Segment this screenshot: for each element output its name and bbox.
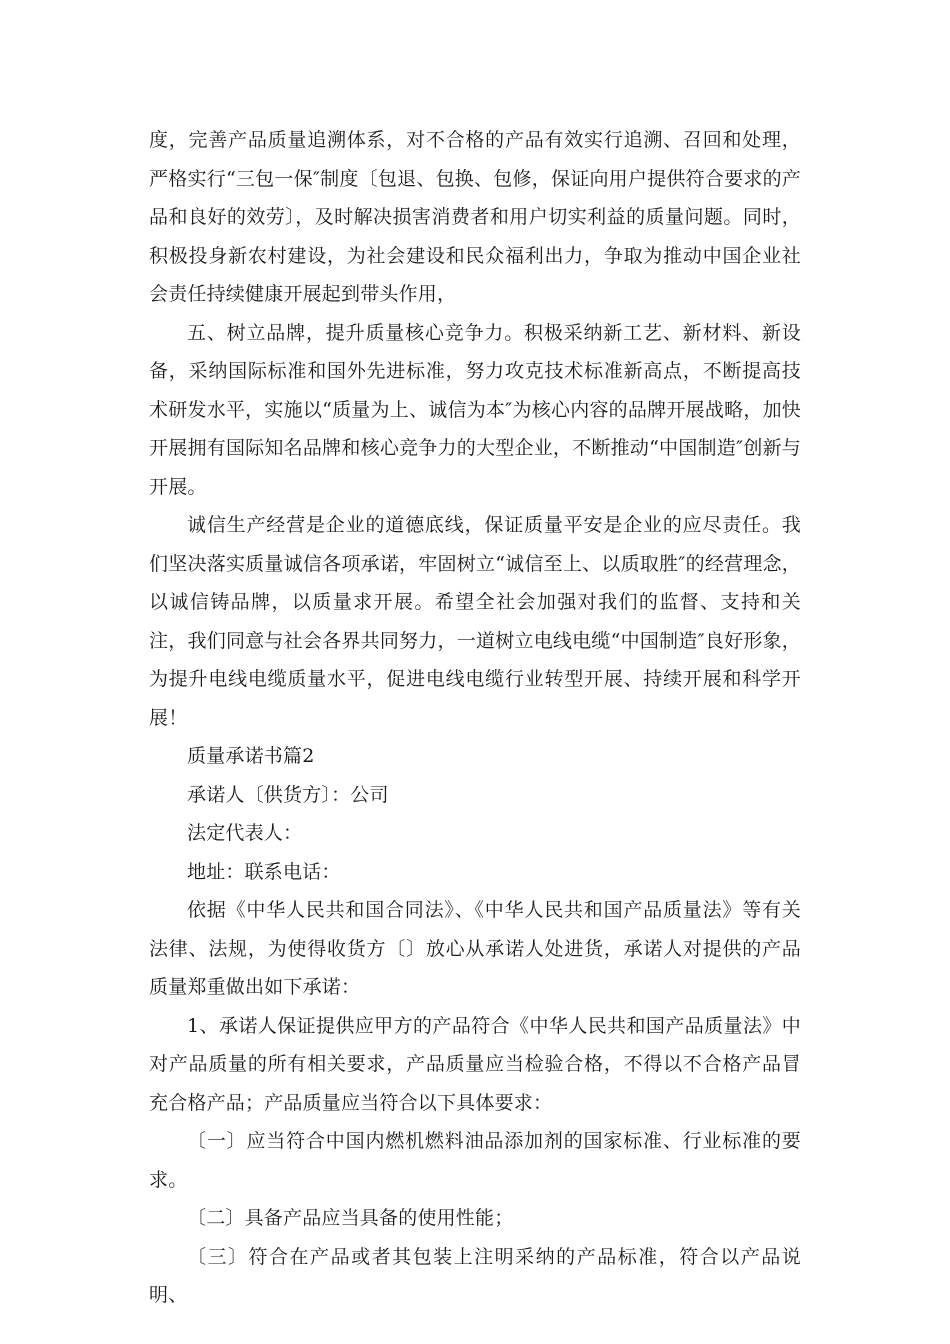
sub-clause-3: 〔三〕符合在产品或者其包装上注明采纳的产品标准，符合以产品说明、	[149, 1245, 801, 1306]
address-phone-line: 地址：联系电话：	[187, 860, 341, 883]
sub-clause-1: 〔一〕应当符合中国内燃机燃料油品添加剂的国家标准、行业标准的要求。	[149, 1130, 801, 1191]
sub-clause-2: 〔二〕具备产品应当具备的使用性能；	[187, 1207, 514, 1229]
paragraph-1: 度，完善产品质量追溯体系，对不合格的产品有效实行追溯、召回和处理，严格实行“三包一保″制度〔包退、包换、包修，保证向用户提供符合要求的产品和良好的效劳〕，及时解决损害消费者和用户切实利益的质量问题。同时，积极投身新农村建设，为社会建设和民众福利出力，争取为推动中国企业社会责任持续健康开展起到带头作用，	[149, 129, 801, 305]
paragraph-basis: 依据《中华人民共和国合同法》、《中华人民共和国产品质量法》等有关法律、法规，为使得收货方〔〕放心从承诺人处进货，承诺人对提供的产品质量郑重做出如下承诺：	[149, 899, 801, 998]
paragraph-2: 五、树立品牌，提升质量核心竞争力。积极采纳新工艺、新材料、新设备，采纳国际标准和国外先进标准，努力攻克技术标准新高点，不断提高技术研发水平，实施以“质量为上、诚信为本″为核心内容的品牌开展战略，加快开展拥有国际知名品牌和核心竞争力的大型企业，不断推动“中国制造″创新与开展。	[149, 321, 801, 498]
section-heading: 质量承诺书篇2	[187, 745, 315, 767]
legal-representative-line: 法定代表人：	[187, 822, 303, 844]
document-body	[149, 121, 801, 1315]
promisor-line: 承诺人〔供货方〕：公司	[187, 783, 389, 806]
paragraph-3: 诚信生产经营是企业的道德底线，保证质量平安是企业的应尽责任。我们坚决落实质量诚信各项承诺，牢固树立“诚信至上、以质取胜″的经营理念，以诚信铸品牌，以质量求开展。希望全社会加强对我们的监督、支持和关注，我们同意与社会各界共同努力，一道树立电线电缆“中国制造″良好形象，为提升电线电缆质量水平，促进电线电缆行业转型开展、持续开展和科学开展！	[149, 514, 801, 729]
clause-1: 1、承诺人保证提供应甲方的产品符合《中华人民共和国产品质量法》中对产品质量的所有相关要求，产品质量应当检验合格，不得以不合格产品冒充合格产品；产品质量应当符合以下具体要求：	[149, 1014, 801, 1114]
